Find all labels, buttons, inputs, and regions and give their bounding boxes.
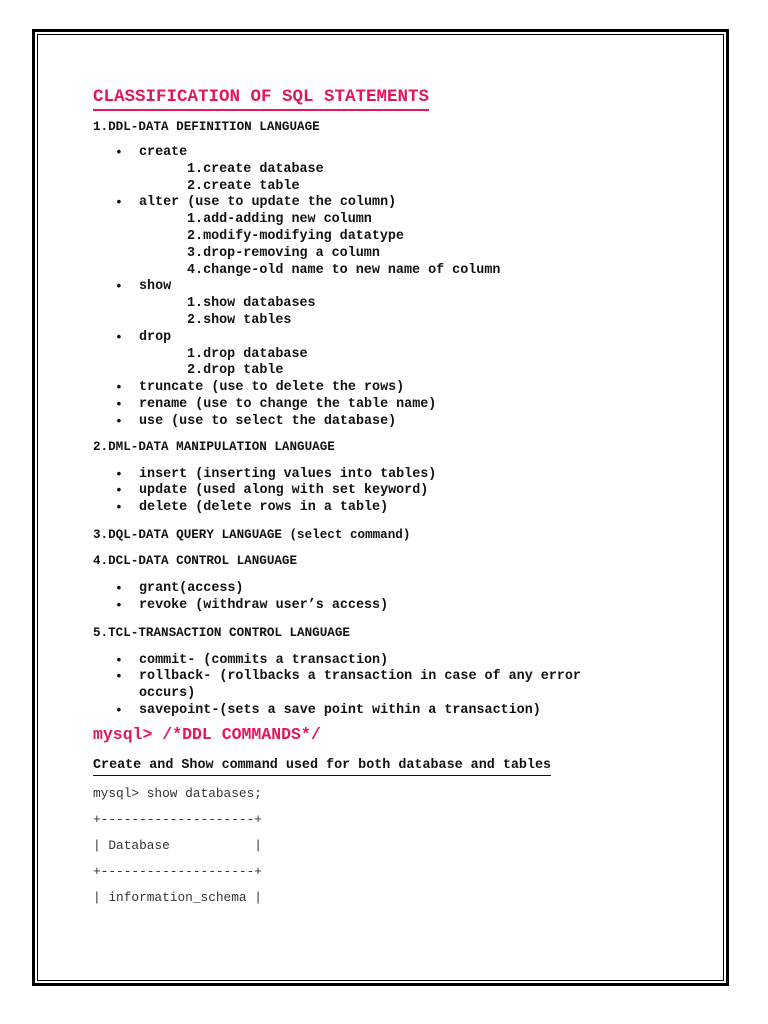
code-line: | information_schema | (93, 889, 262, 905)
ddl-commands-heading: mysql> /*DDL COMMANDS*/ (93, 724, 321, 744)
sub-item: 2.create table (187, 178, 300, 194)
list-item: • use (use to select the database) (93, 414, 693, 431)
list-item: • alter (use to update the column) 1.add-adding new column 2.modify-modifying datatype 3.drop-removing a column 4.change-old name to new name of column (93, 195, 693, 279)
list-item: • drop 1.drop database 2.drop table (93, 330, 693, 380)
section-heading-tcl: 5.TCL-TRANSACTION CONTROL LANGUAGE (93, 625, 350, 640)
list-item: • rename (use to change the table name) (93, 397, 693, 414)
sub-item: 1.add-adding new column (187, 212, 372, 228)
list-item: • revoke (withdraw user’s access) (93, 598, 693, 615)
list-item: • show 1.show databases 2.show tables (93, 279, 693, 329)
document-title: CLASSIFICATION OF SQL STATEMENTS (93, 86, 429, 111)
section-heading-dcl: 4.DCL-DATA CONTROL LANGUAGE (93, 553, 298, 568)
code-line: | Database | (93, 837, 262, 853)
sub-item: 1.show databases (187, 296, 316, 312)
sub-item: 3.drop-removing a column (187, 245, 380, 261)
sub-item: 1.create database (187, 161, 324, 177)
list-item: • delete (delete rows in a table) (93, 500, 693, 517)
dcl-list (93, 581, 693, 615)
section-heading-dql: 3.DQL-DATA QUERY LANGUAGE (select command) (93, 527, 411, 542)
list-item: • commit- (commits a transaction) (93, 653, 693, 670)
section-heading-dml: 2.DML-DATA MANIPULATION LANGUAGE (93, 439, 335, 454)
list-item: • grant(access) (93, 581, 693, 598)
list-item: • truncate (use to delete the rows) (93, 380, 693, 397)
sub-item: 2.drop table (187, 363, 284, 379)
dml-list (93, 467, 693, 517)
tcl-list (93, 653, 693, 720)
code-line: mysql> show databases; (93, 785, 262, 801)
list-item: • savepoint-(sets a save point within a transaction) (93, 703, 693, 720)
ddl-list (93, 145, 693, 431)
section-heading-ddl: 1.DDL-DATA DEFINITION LANGUAGE (93, 120, 320, 134)
code-line: +--------------------+ (93, 811, 262, 827)
code-line: +--------------------+ (93, 863, 262, 879)
list-item: • create 1.create database 2.create table (93, 145, 693, 195)
create-show-heading: Create and Show command used for both database and tables (93, 758, 551, 776)
sub-item: 4.change-old name to new name of column (187, 262, 501, 278)
list-item: • update (used along with set keyword) (93, 483, 693, 500)
list-item: • rollback- (rollbacks a transaction in case of any error occurs) (93, 669, 693, 703)
sub-item: 2.modify-modifying datatype (187, 228, 404, 244)
document-body (93, 86, 693, 906)
list-item: • insert (inserting values into tables) (93, 467, 693, 484)
sub-item: 1.drop database (187, 346, 308, 362)
sub-item: 2.show tables (187, 312, 292, 328)
